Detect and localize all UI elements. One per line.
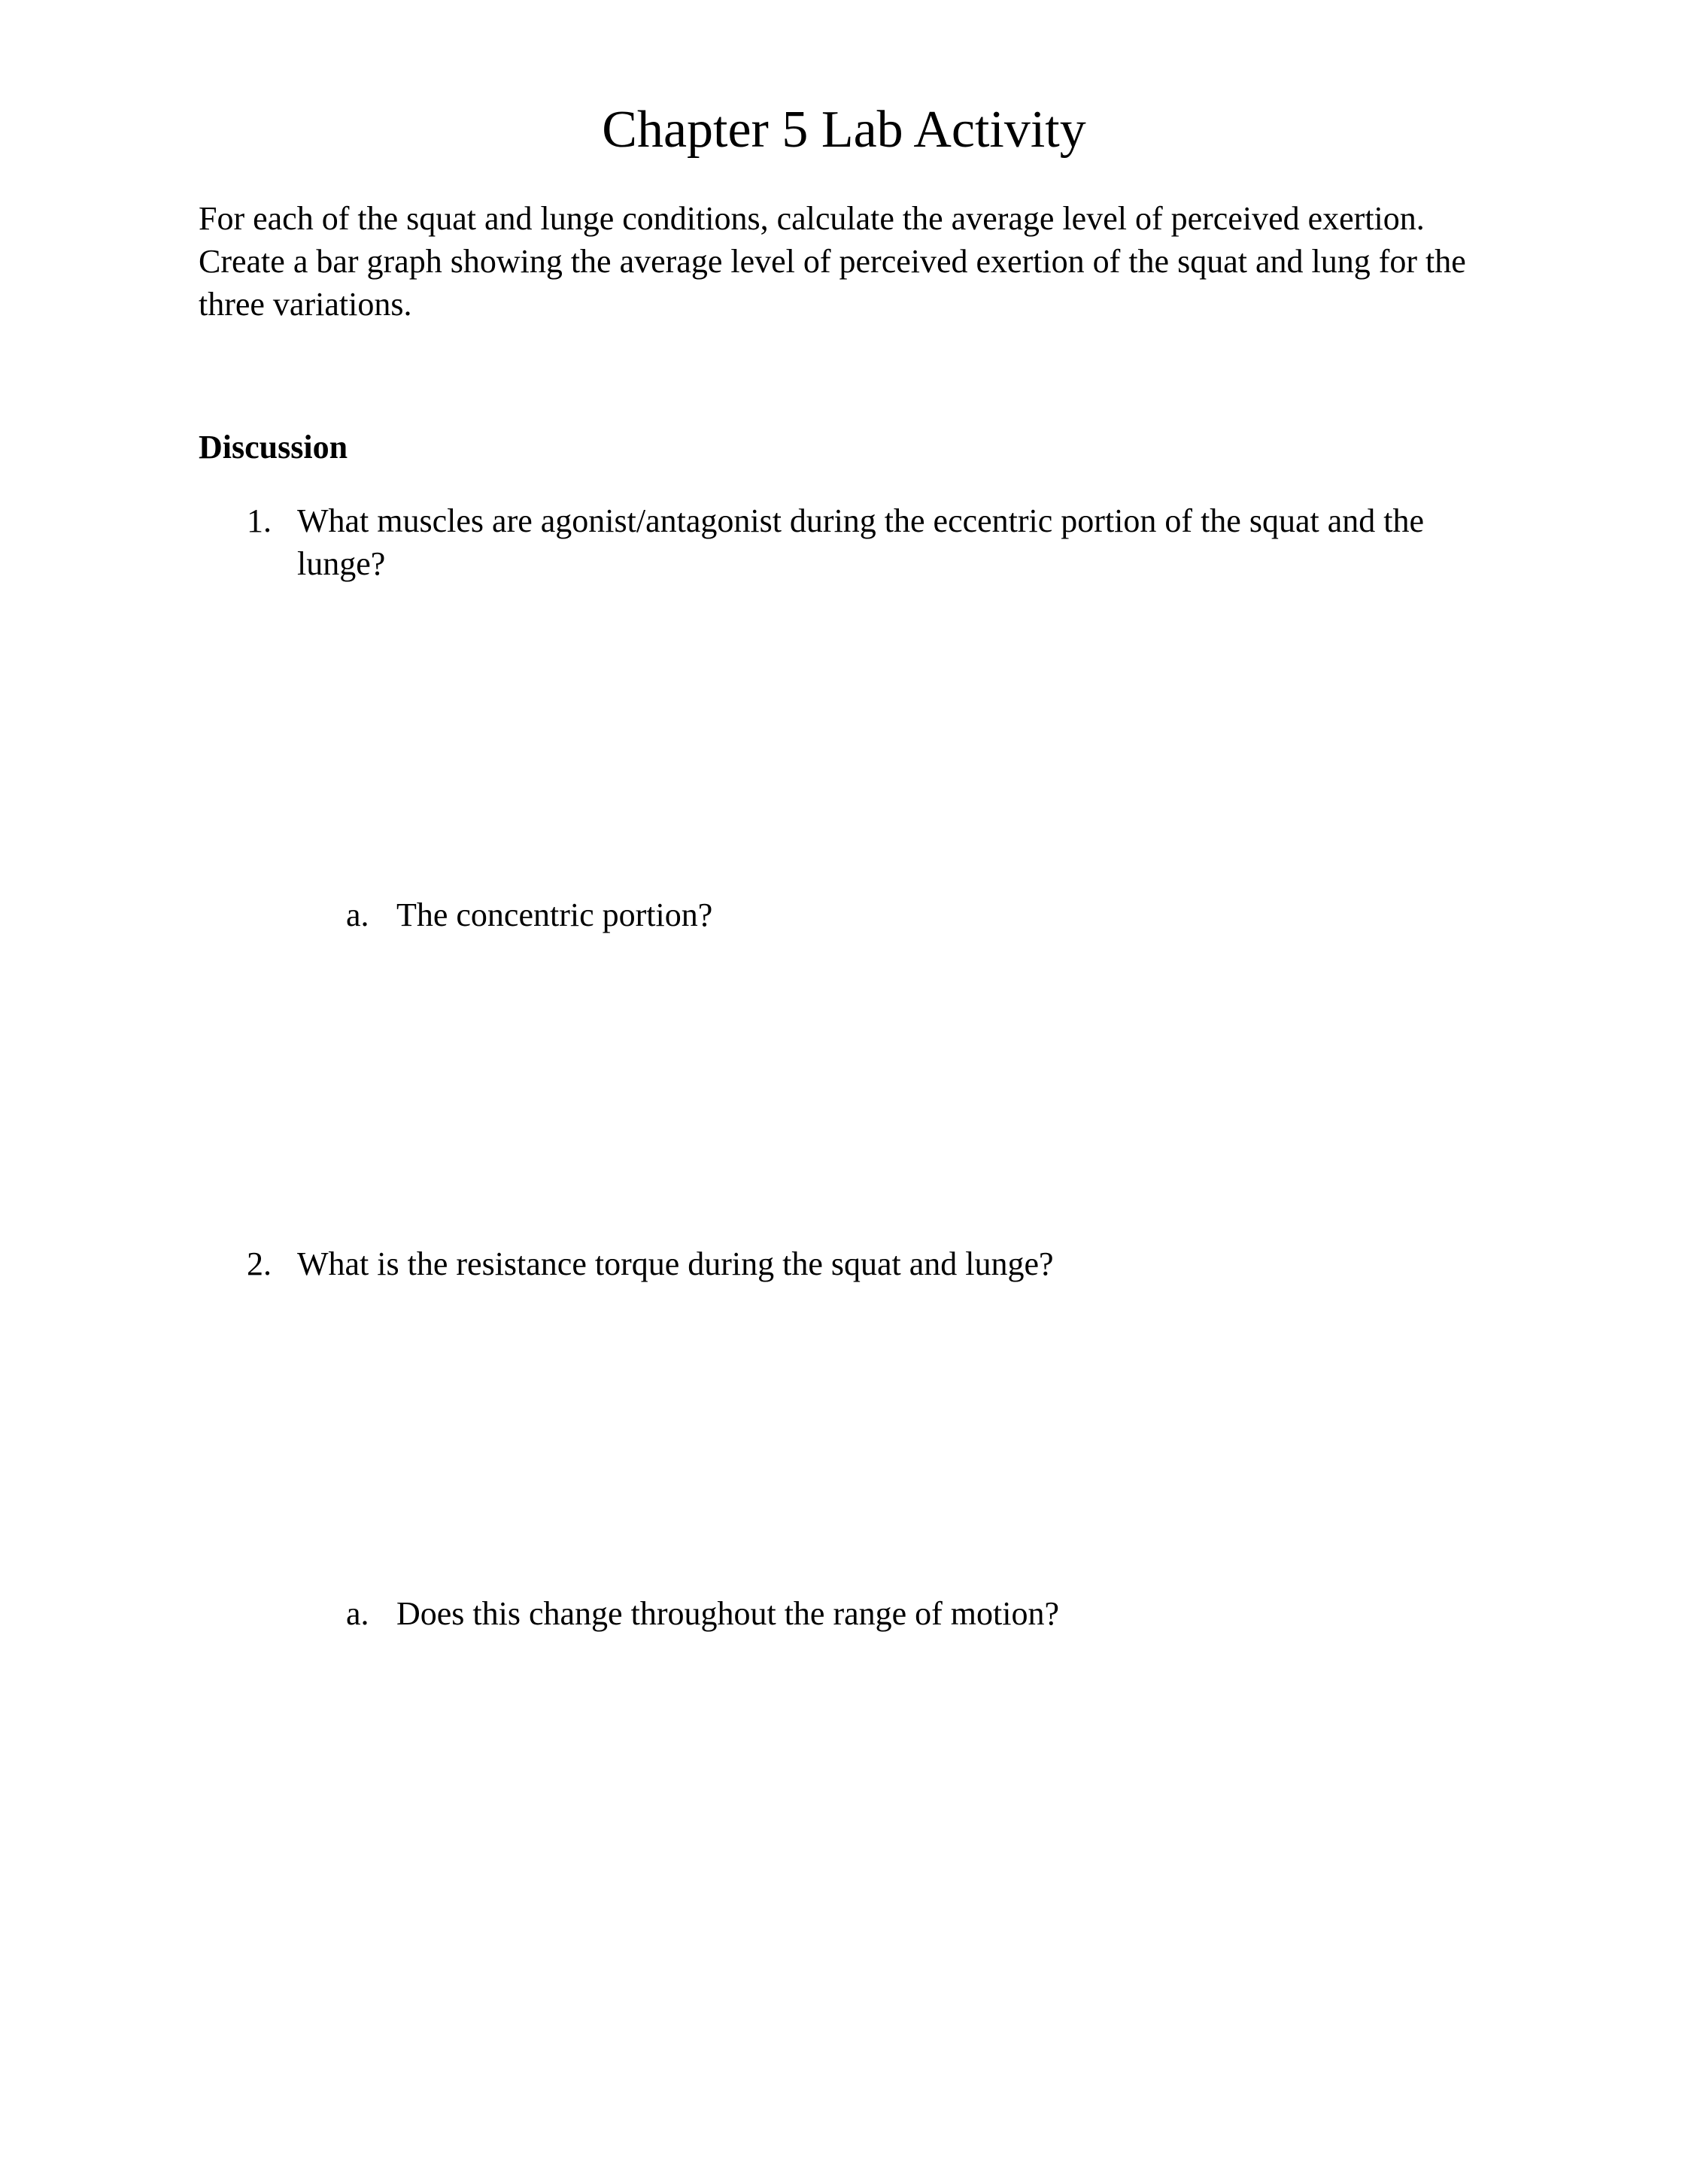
question-text bbox=[297, 1242, 1054, 1285]
instructions-paragraph bbox=[199, 197, 1492, 326]
subquestion-letter: a. bbox=[346, 1595, 369, 1632]
discussion-heading: Discussion bbox=[199, 429, 348, 466]
question-line: lunge? bbox=[297, 545, 386, 582]
question-number: 1. bbox=[247, 502, 272, 539]
question-number: 2. bbox=[247, 1245, 272, 1282]
subquestion-letter: a. bbox=[346, 896, 369, 933]
instructions-line: For each of the squat and lunge conditions, calculate the average level of perceived exertion. bbox=[199, 200, 1425, 237]
question-line: What muscles are agonist/antagonist during the eccentric portion of the squat and the bbox=[297, 502, 1424, 539]
page-title: Chapter 5 Lab Activity bbox=[602, 101, 1086, 159]
question-text bbox=[297, 499, 1424, 585]
question-line: What is the resistance torque during the squat and lunge? bbox=[297, 1245, 1054, 1282]
instructions-line: Create a bar graph showing the average level of perceived exertion of the squat and lung for the bbox=[199, 243, 1466, 280]
subquestion-text: The concentric portion? bbox=[396, 896, 713, 933]
subquestion-text: Does this change throughout the range of motion? bbox=[396, 1595, 1060, 1632]
instructions-line: three variations. bbox=[199, 286, 412, 323]
